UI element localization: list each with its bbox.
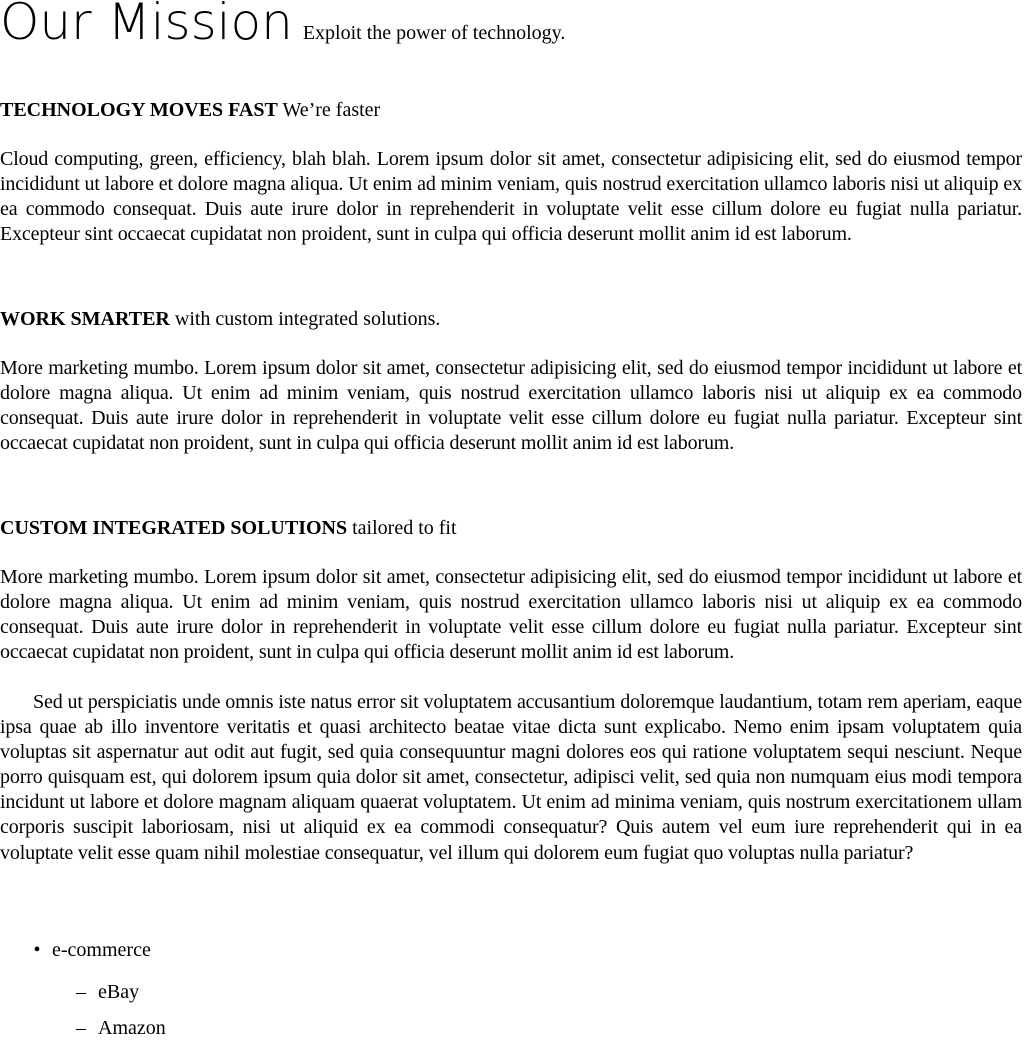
section-heading-technology bbox=[0, 98, 380, 122]
list-item bbox=[0, 938, 166, 1040]
page-title: Our Mission bbox=[0, 0, 293, 51]
page-subtitle: Exploit the power of technology. bbox=[302, 22, 566, 44]
section-heading-rest: We’re faster bbox=[282, 99, 381, 121]
title-row bbox=[0, 0, 565, 52]
dash-icon: – bbox=[76, 1017, 86, 1039]
bullet-list bbox=[0, 938, 166, 1052]
list-item-label: e-commerce bbox=[52, 939, 151, 961]
section-heading-bold: CUSTOM INTEGRATED SOLUTIONS bbox=[0, 517, 348, 539]
section-body-work-smarter: More marketing mumbo. Lorem ipsum dolor sit amet, consectetur adipisicing elit, sed do eiusmod tempor incididunt ut labore et dolore magna aliqua. Ut enim ad minim veniam, quis nostrud exercitation ullamco laboris nisi ut aliquip ex ea commodo consequat. Duis aute irure dolor in reprehenderit in voluptate velit esse cillum dolore eu fugiat nulla pariatur. Excepteur sint occaecat cupidatat non proident, sunt in culpa qui officia deserunt mollit anim id est laborum. bbox=[0, 357, 1022, 455]
section-heading-custom-solutions bbox=[0, 516, 457, 540]
section-heading-rest: with custom integrated solutions. bbox=[174, 308, 441, 330]
section-heading-bold: TECHNOLOGY MOVES FAST bbox=[0, 99, 278, 121]
section-heading-rest: tailored to fit bbox=[352, 517, 457, 539]
section-heading-work-smarter bbox=[0, 307, 440, 331]
bullet-icon: • bbox=[33, 939, 41, 961]
section-body-technology: Cloud computing, green, efficiency, blah blah. Lorem ipsum dolor sit amet, consectetur adipisicing elit, sed do eiusmod tempor incididunt ut labore et dolore magna aliqua. Ut enim ad minim veniam, quis nostrud exercitation ullamco laboris nisi ut aliquip ex ea commodo consequat. Duis aute irure dolor in reprehenderit in voluptate velit esse cillum dolore eu fugiat nulla pariatur. Excepteur sint occaecat cupidatat non proident, sunt in culpa qui officia deserunt mollit anim id est laborum. bbox=[0, 148, 1022, 246]
sub-list-item-label: eBay bbox=[98, 981, 140, 1003]
dash-icon: – bbox=[76, 981, 86, 1003]
section-heading-bold: WORK SMARTER bbox=[0, 308, 170, 330]
section-body-custom-solutions: More marketing mumbo. Lorem ipsum dolor sit amet, consectetur adipisicing elit, sed do eiusmod tempor incididunt ut labore et dolore magna aliqua. Ut enim ad minim veniam, quis nostrud exercitation ullamco laboris nisi ut aliquip ex ea commodo consequat. Duis aute irure dolor in reprehenderit in voluptate velit esse cillum dolore eu fugiat nulla pariatur. Excepteur sint occaecat cupidatat non proident, sunt in culpa qui officia deserunt mollit anim id est laborum. bbox=[0, 566, 1022, 664]
sub-list-item-label: Amazon bbox=[98, 1017, 166, 1039]
sub-list bbox=[52, 980, 166, 1040]
sub-list-item bbox=[52, 1016, 166, 1040]
section-body-sed-ut: Sed ut perspiciatis unde omnis iste natus error sit voluptatem accusantium doloremque laudantium, totam rem aperiam, eaque ipsa quae ab illo inventore veritatis et quasi architecto beatae vitae dicta sunt explicabo. Nemo enim ipsam voluptatem quia voluptas sit aspernatur aut odit aut fugit, sed quia consequuntur magni dolores eos qui ratione voluptatem sequi nesciunt. Neque porro quisquam est, qui dolorem ipsum quia dolor sit amet, consectetur, adipisci velit, sed quia non numquam eius modi tempora incidunt ut labore et dolore magnam aliquam quaerat voluptatem. Ut enim ad minima veniam, quis nostrum exercitationem ullam corporis suscipit laboriosam, nisi ut aliquid ex ea commodi consequatur? Quis autem vel eum iure reprehenderit qui in ea voluptate velit esse quam nihil molestiae consequatur, vel illum qui dolorem eum fugiat quo voluptas nulla pariatur? bbox=[0, 691, 1022, 864]
sub-list-item bbox=[52, 980, 166, 1004]
